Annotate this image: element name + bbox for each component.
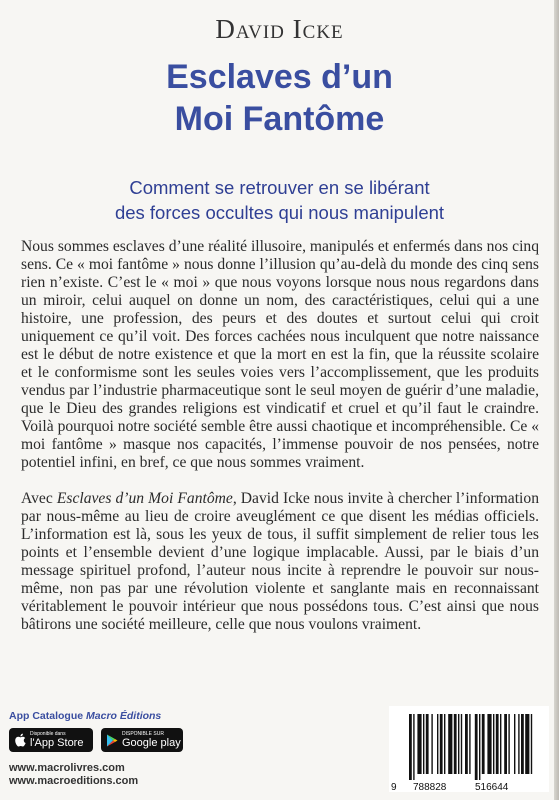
barcode-bar	[504, 714, 507, 774]
paragraph-2-lead: Avec	[21, 490, 57, 507]
app-store-text	[30, 731, 83, 749]
description-paragraph-2	[21, 490, 539, 634]
app-catalogue-label	[9, 710, 161, 722]
barcode-bar	[413, 714, 414, 780]
book-title	[0, 56, 559, 140]
barcode-bar	[417, 714, 421, 774]
app-store-small-text: Disponible dans	[30, 731, 66, 737]
barcode-digits-right: 516644	[475, 782, 509, 793]
barcode-bar	[531, 714, 532, 774]
book-subtitle	[0, 175, 559, 225]
google-play-badge[interactable]	[101, 728, 183, 752]
apple-icon	[14, 733, 26, 747]
barcode-bar	[479, 714, 480, 780]
barcode-bar	[521, 714, 524, 774]
google-play-big-text: Google play	[122, 737, 181, 749]
paragraph-2-book-title: Esclaves d’un Moi Fantôme	[56, 490, 233, 507]
barcode-bar	[525, 714, 529, 774]
paragraph-1-text: Nous sommes esclaves d’une réalité illusoire, manipulés et enfermés dans nos cinq sens. Ce « moi fantôme » nous donne l’illusion qu’au-delà du monde des cinq sens rien n’existe. C’est le « moi » que nous voyons lorsque nous nous regardons dans un miroir, celui auquel on donne un nom, des caractéristiques, celui qui a une histoire, une profession, des peurs et des doutes et surtout celui qui croit uniquement ce qu’il voit. Des forces cachées nous inculquent que notre naissance est le début de notre existence et que la mort en est la fin, que la réussite scolaire et le conformisme sont les seules voies vers l’accomplissement, que les produits vendus par l’industrie pharmaceutique sont le seul moyen de guérir d’une maladie, que le Dieu des grandes religions est vindicatif et cruel et qu’il faut le craindre. Voilà pourquoi notre société semble être aussi chaotique et incompréhensible. Ce « moi fantôme » masque nos capacités, l’immense pouvoir de nos pensées, notre potentiel infini, en bref, ce que nous sommes vraiment.	[21, 238, 539, 471]
barcode-bar	[409, 714, 412, 780]
barcode-bar	[482, 714, 485, 774]
app-catalogue-text: App Catalogue	[9, 710, 87, 722]
barcode-bar	[448, 714, 452, 774]
barcode-bars	[401, 714, 539, 780]
google-play-small-text: DISPONIBLE SUR	[122, 731, 164, 737]
barcode-bar	[487, 714, 491, 774]
barcode-bar	[514, 714, 515, 774]
app-store-big-text: l'App Store	[30, 737, 84, 749]
barcode-bar	[458, 714, 459, 774]
paragraph-2-rest: , David Icke nous invite à chercher l’information par nous-même au lieu de croire aveuglément ce que disent les médias officiels. L’information est là, sous les yeux de tous, il suffit simplement de relier tous les points et l’ensemble devient d’une logique implacable. Aussi, par le biais d’un message spirituel profond, l’auteur nous incite à reprendre le pouvoir sur nous-même, non pas par une révolution violente et sanglante mais en reconnaissant véritablement le pouvoir intérieur que nous possédons tous. C’est ainsi que nous bâtirons une société meilleure, celle que nous voulons vraiment.	[21, 490, 539, 633]
barcode-bar	[508, 714, 509, 774]
barcode	[389, 706, 549, 792]
barcode-bar	[426, 714, 429, 774]
barcode-bar	[496, 714, 499, 774]
barcode-bar	[444, 714, 445, 774]
barcode-bar	[500, 714, 501, 774]
barcode-bar	[518, 714, 519, 774]
barcode-bar	[423, 714, 424, 774]
app-store-badge[interactable]	[9, 728, 93, 752]
barcode-bar	[465, 714, 468, 774]
barcode-bar	[454, 714, 457, 774]
barcode-bar	[493, 714, 494, 774]
google-play-icon	[106, 734, 118, 747]
subtitle-line-1: Comment se retrouver en se libérant	[129, 177, 430, 198]
barcode-bar	[475, 714, 478, 780]
paragraph-2-text	[21, 490, 539, 634]
title-line-1: Esclaves d’un	[166, 58, 393, 96]
barcode-digits-left: 788828	[413, 782, 447, 793]
google-play-text	[122, 731, 181, 749]
barcode-bar	[437, 714, 438, 774]
url-macrolivres[interactable]: www.macrolivres.com	[9, 762, 125, 774]
barcode-bar	[440, 714, 443, 774]
barcode-bar	[461, 714, 462, 774]
description-paragraph-1	[21, 238, 539, 472]
barcode-bar	[431, 714, 432, 774]
website-links	[9, 762, 138, 788]
barcode-digit-prefix: 9	[391, 782, 397, 793]
author-name: David Icke	[215, 14, 344, 44]
title-line-2: Moi Fantôme	[174, 100, 385, 138]
url-macroeditions[interactable]: www.macroeditions.com	[9, 775, 139, 787]
barcode-bar	[469, 714, 470, 774]
app-catalogue-brand: Macro Éditions	[86, 710, 162, 722]
subtitle-line-2: des forces occultes qui nous manipulent	[114, 202, 445, 223]
